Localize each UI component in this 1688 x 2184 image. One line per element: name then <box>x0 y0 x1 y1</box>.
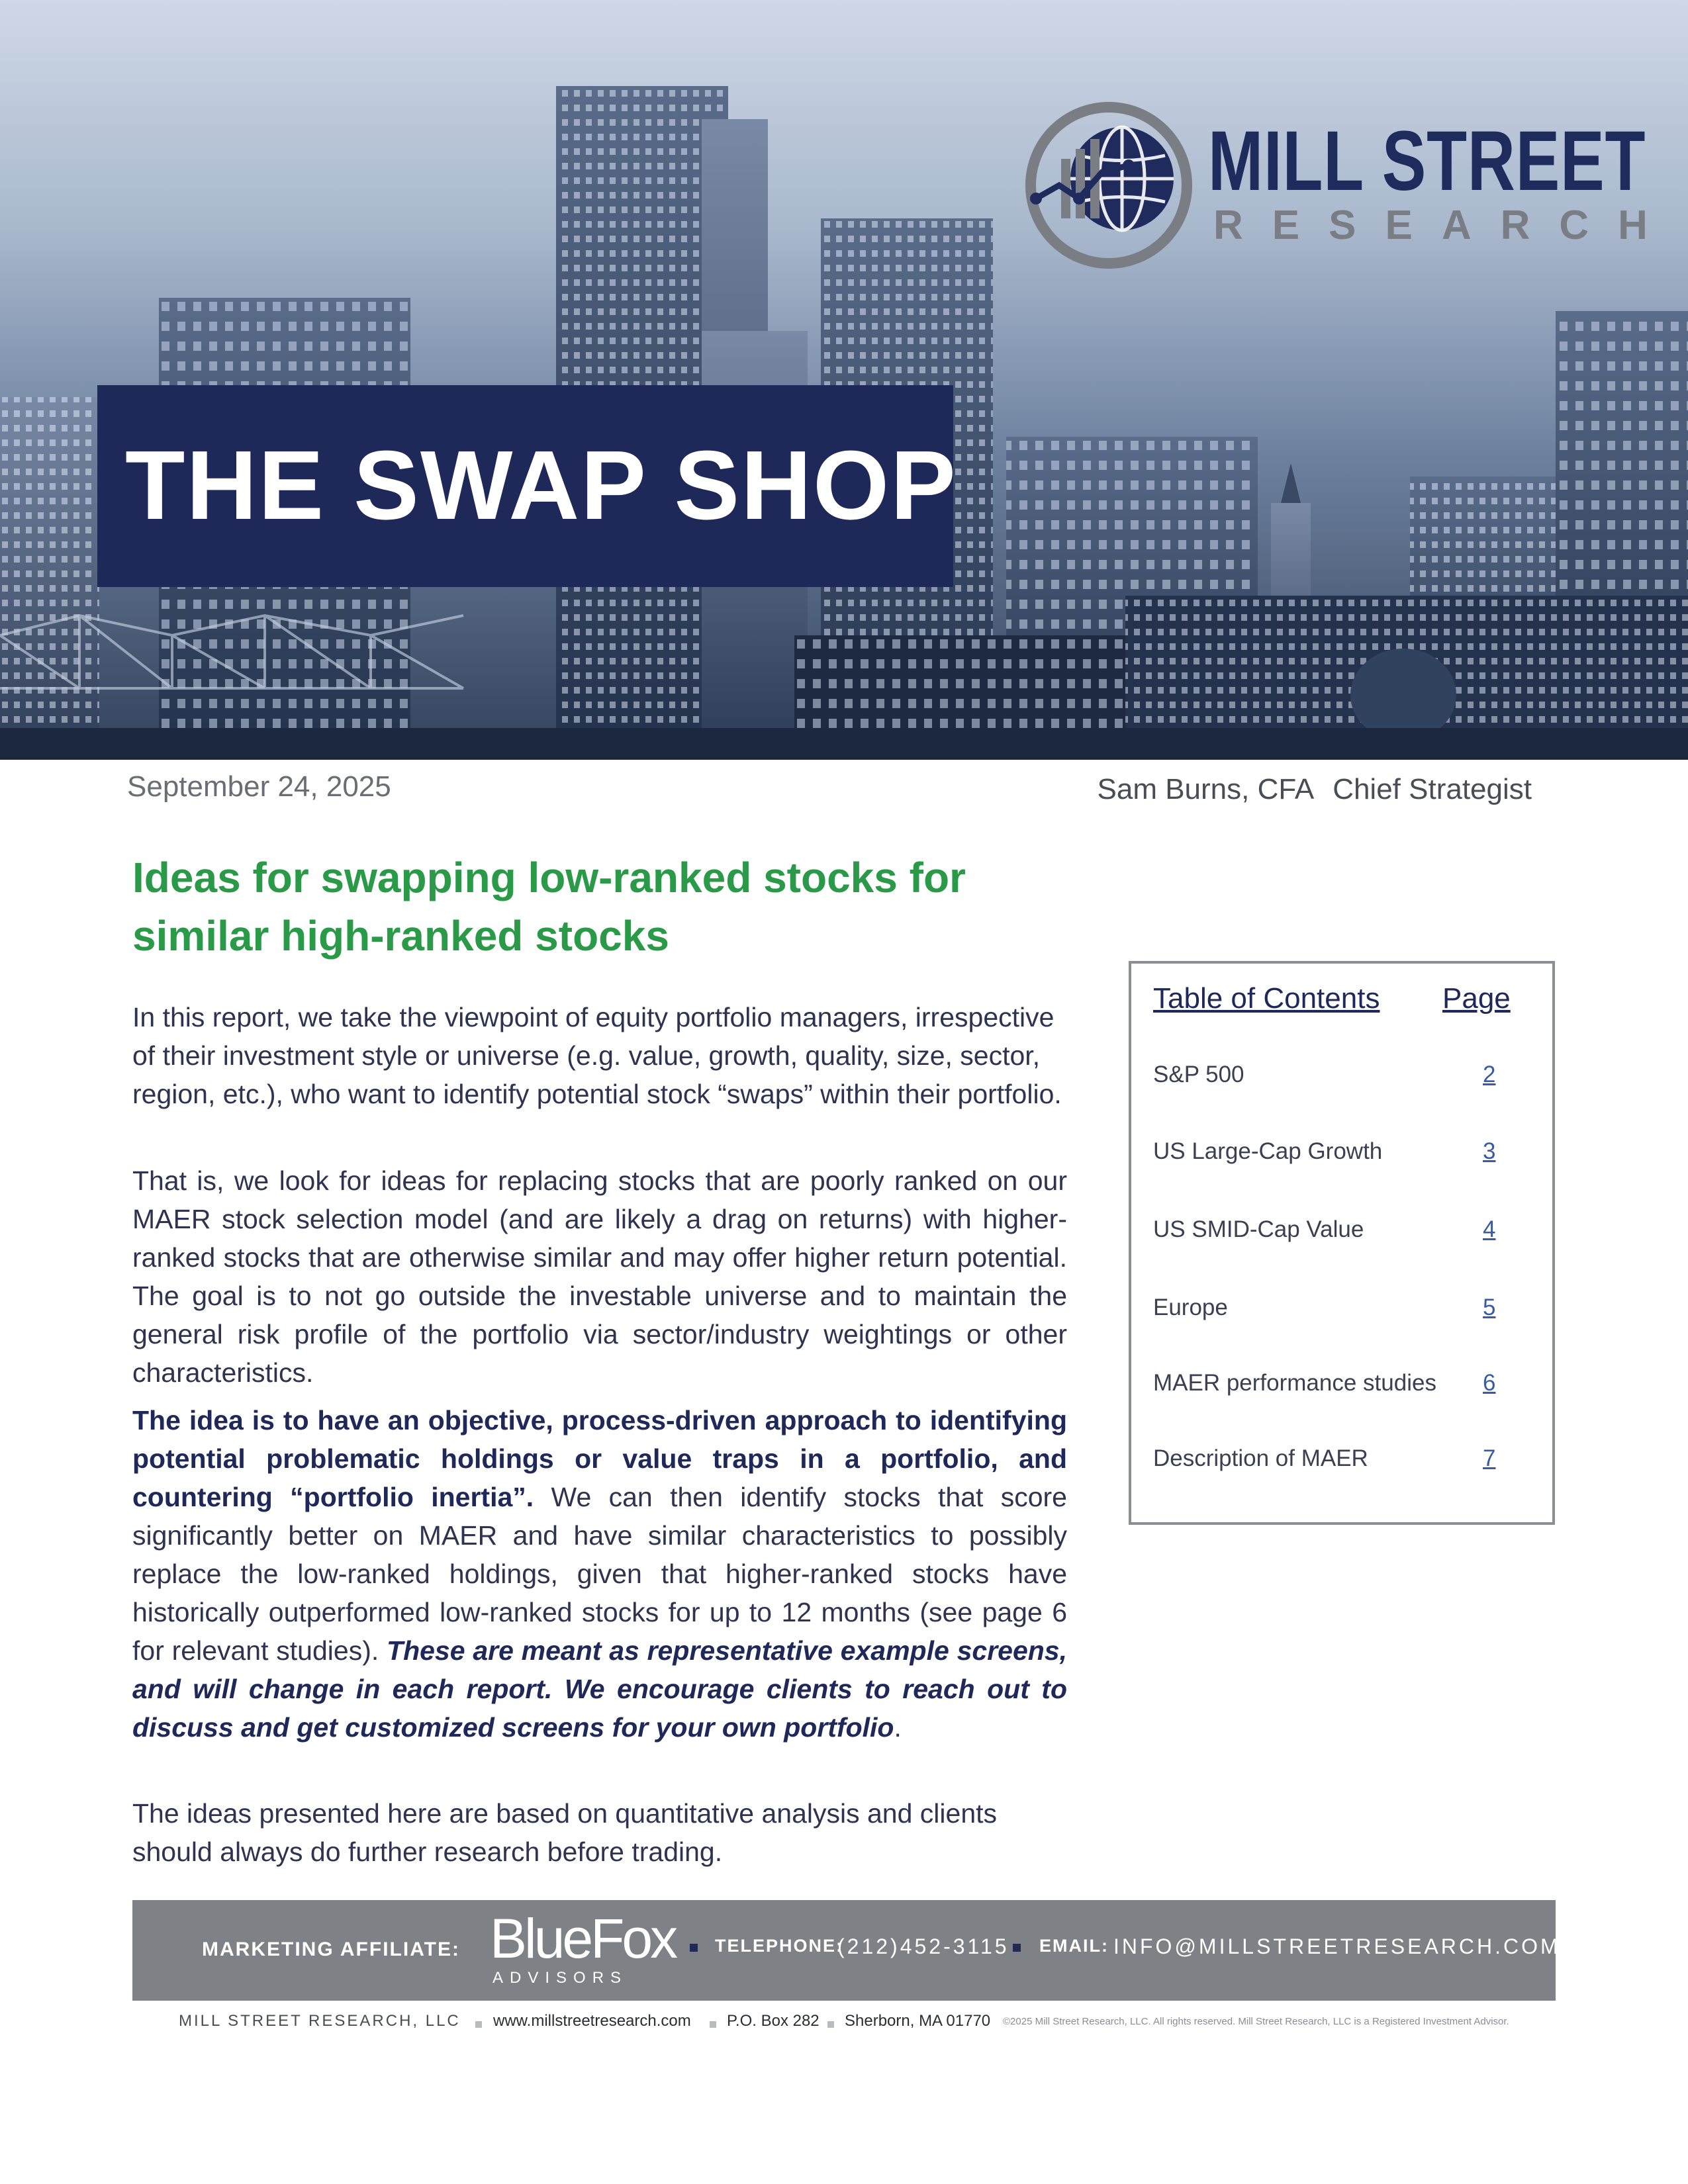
toc-item[interactable] <box>1153 1370 1537 1410</box>
table-of-contents <box>1129 961 1555 1525</box>
telephone-label: TELEPHONE: <box>715 1936 844 1956</box>
toc-item-label: MAER performance studies <box>1153 1370 1436 1396</box>
toc-item[interactable] <box>1153 1445 1537 1485</box>
bluefox-name: BlueFox <box>490 1907 676 1970</box>
toc-item-label: US SMID-Cap Value <box>1153 1216 1364 1242</box>
mill-street-logo <box>1023 99 1677 271</box>
toc-page-link[interactable]: 4 <box>1483 1216 1496 1242</box>
toc-item[interactable] <box>1153 1216 1537 1256</box>
company-name: MILL STREET RESEARCH, LLC <box>179 2012 461 2030</box>
copyright-notice: ©2025 Mill Street Research, LLC. All rights reserved. Mill Street Research, LLC is a Registered Investment Advisor. <box>1003 2016 1509 2027</box>
email-label: EMAIL: <box>1039 1936 1109 1956</box>
logo-subtitle: RESEARCH <box>1213 203 1677 248</box>
paragraph-disclaimer: The ideas presented here are based on quantitative analysis and clients should always do further research before trading. <box>132 1798 998 1867</box>
toc-page-link[interactable]: 5 <box>1483 1295 1496 1320</box>
toc-header: Table of Contents <box>1153 982 1380 1015</box>
toc-page-link[interactable]: 6 <box>1483 1370 1496 1396</box>
toc-page-link[interactable]: 3 <box>1483 1138 1496 1164</box>
email-address[interactable]: INFO@MILLSTREETRESEARCH.COM <box>1113 1934 1561 1958</box>
toc-item-label: Description of MAER <box>1153 1445 1368 1471</box>
logo-name: MILL STREET <box>1208 114 1646 208</box>
toc-page-header: Page <box>1442 982 1511 1015</box>
report-title: THE SWAP SHOP <box>125 431 957 540</box>
toc-item-label: S&P 500 <box>1153 1062 1244 1087</box>
hero-banner <box>0 0 1688 760</box>
bluefox-subtitle: ADVISORS <box>492 1969 628 1987</box>
separator-dot-icon <box>827 2021 834 2028</box>
separator-square-icon <box>1013 1944 1021 1952</box>
website-link[interactable]: www.millstreetresearch.com <box>493 2012 691 2030</box>
toc-item[interactable] <box>1153 1062 1537 1101</box>
headline-line-2: similar high-ranked stocks <box>132 912 669 960</box>
separator-dot-icon <box>710 2021 716 2028</box>
headline <box>132 848 1092 965</box>
idea-normal-text: We can then identify stocks that score significantly better on MAER and have similar characteristics to possibly replace the low-ranked holdings, given that higher-ranked stocks have historically outperformed low-ranked stocks for up to 12 months (see page 6 for relevant studies). <box>132 1482 1067 1666</box>
affiliate-label: MARKETING AFFILIATE: <box>202 1938 460 1960</box>
author-line <box>1098 773 1532 806</box>
idea-bold-text: The idea is to have an objective, process-driven approach to identifying potential problematic holdings or value traps in a portfolio, and countering “portfolio inertia”. <box>132 1405 1067 1512</box>
paragraph-intro: In this report, we take the viewpoint of equity portfolio managers, irrespective of their investment style or universe (e.g. value, growth, quality, size, sector, region, etc.), who want to identify potential stock “swaps” within their portfolio. <box>132 1002 1062 1109</box>
idea-end-text: . <box>894 1712 902 1743</box>
street-address: Sherborn, MA 01770 <box>845 2012 991 2030</box>
toc-item[interactable] <box>1153 1295 1537 1334</box>
report-title-box <box>97 385 957 587</box>
idea-italic-text: These are meant as representative example screens, and will change in each report. We encourage clients to reach out to discuss and get customized screens for your own portfolio <box>132 1635 1067 1743</box>
toc-page-link[interactable]: 7 <box>1483 1445 1496 1471</box>
bluefox-logo <box>490 1907 682 1990</box>
footer-contact-bar <box>132 1900 1561 2001</box>
toc-page-link[interactable]: 2 <box>1483 1062 1496 1087</box>
headline-line-1: Ideas for swapping low-ranked stocks for <box>132 854 966 901</box>
telephone-number[interactable]: (212)452-3115 <box>837 1934 1009 1958</box>
po-box: P.O. Box 282 <box>727 2012 820 2030</box>
toc-item-label: Europe <box>1153 1295 1228 1320</box>
paragraph-approach: That is, we look for ideas for replacing stocks that are poorly ranked on our MAER stock selection model (and are likely a drag on returns) with higher-ranked stocks that are otherwise similar and may offer higher return potential. The goal is to not go outside the investable universe and to maintain the general risk profile of the portfolio via sector/industry weightings or other characteristics. <box>132 1165 1067 1388</box>
toc-item-label: US Large-Cap Growth <box>1153 1138 1383 1164</box>
report-date: September 24, 2025 <box>127 770 391 803</box>
paragraph-idea <box>132 1401 1067 1747</box>
author-name: Sam Burns, CFA <box>1097 773 1315 805</box>
separator-square-icon <box>690 1944 698 1952</box>
separator-dot-icon <box>475 2021 482 2028</box>
author-role: Chief Strategist <box>1333 773 1532 805</box>
globe-chart-logo-icon <box>1023 99 1195 271</box>
toc-item[interactable] <box>1153 1138 1537 1178</box>
